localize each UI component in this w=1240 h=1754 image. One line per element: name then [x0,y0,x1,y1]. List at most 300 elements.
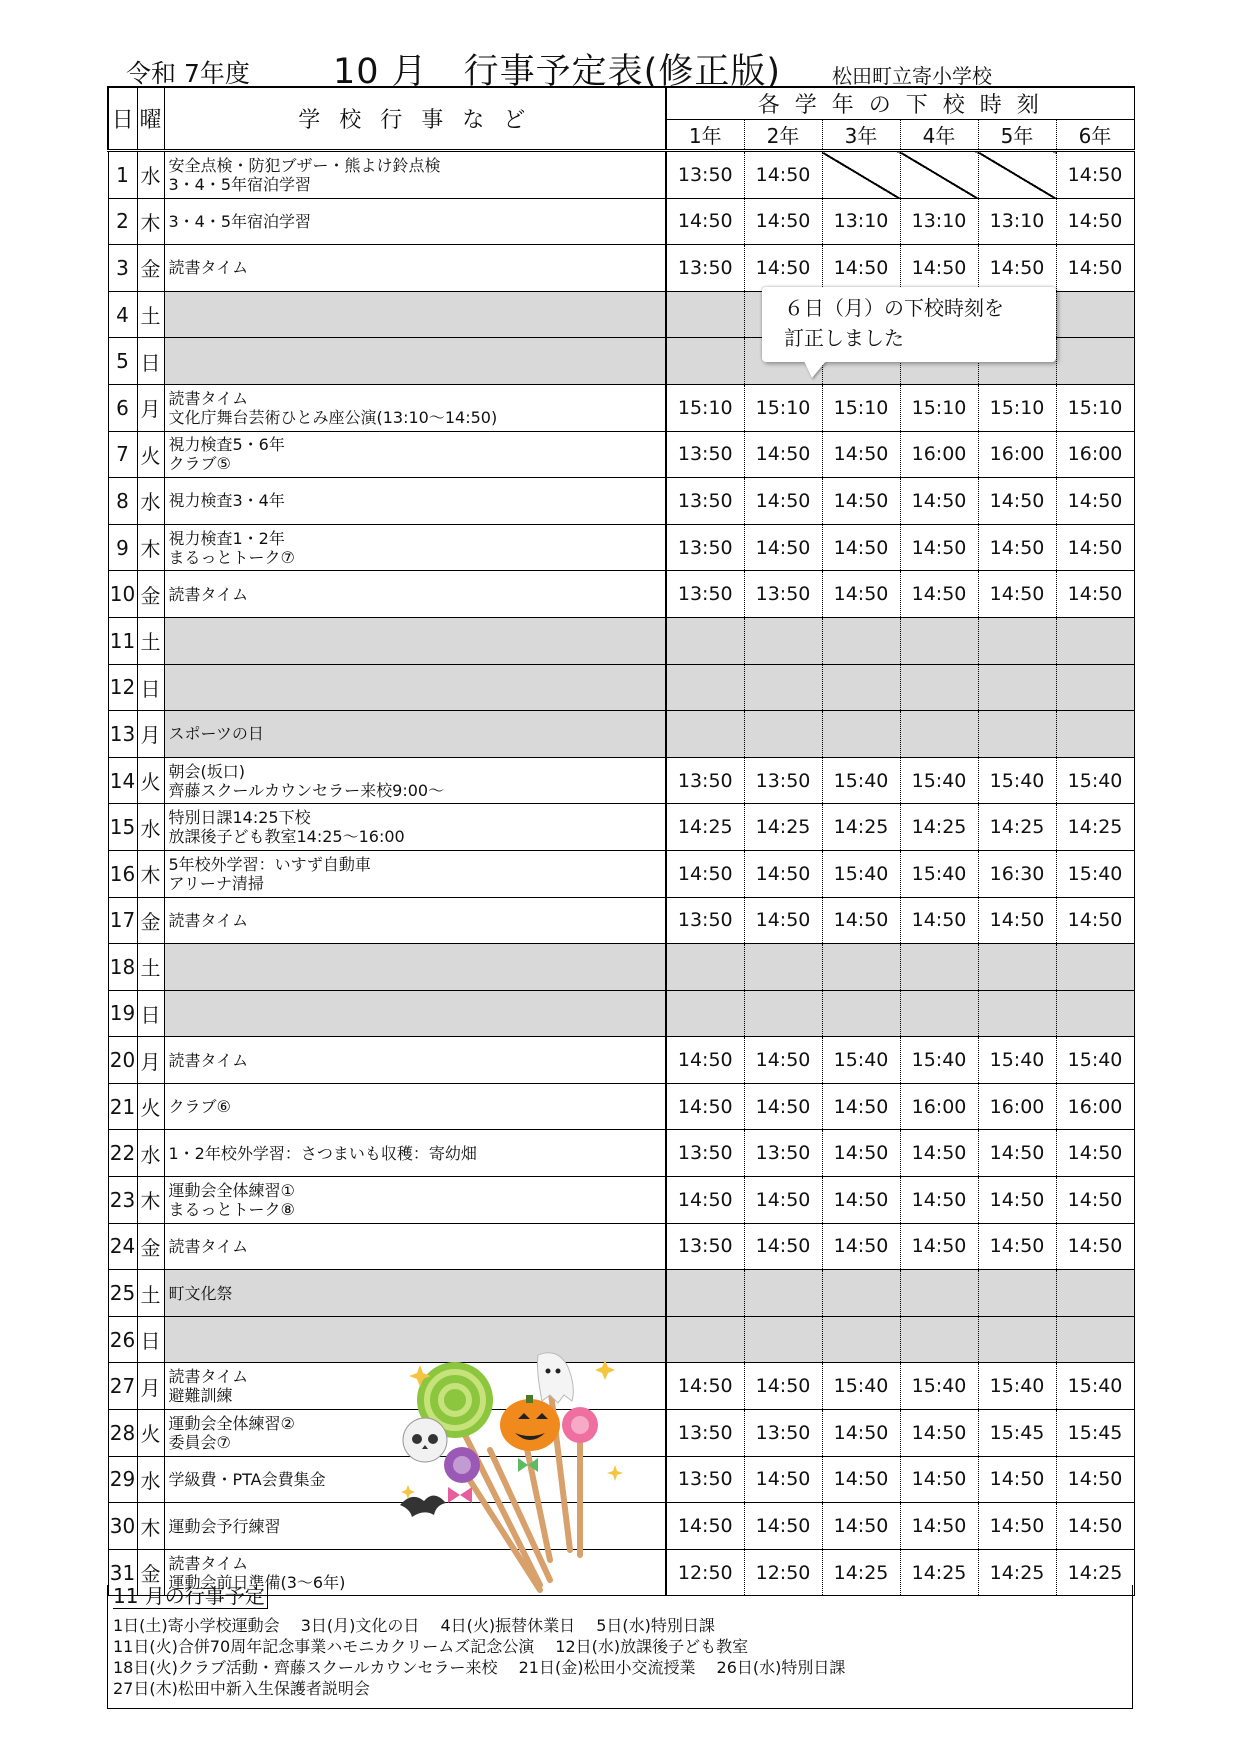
day-number: 26 [108,1316,137,1363]
dismissal-time [978,1270,1056,1317]
dismissal-time [744,944,822,991]
dismissal-time: 14:25 [900,804,978,851]
weekday: 木 [137,524,164,571]
dismissal-time [900,711,978,758]
event-cell [164,198,666,245]
dismissal-time: 14:50 [822,1410,900,1457]
dismissal-time: 14:50 [744,198,822,245]
dismissal-time: 14:50 [1056,1223,1134,1270]
dismissal-time [666,1270,744,1317]
dismissal-time: 14:50 [1056,1177,1134,1224]
day-number: 23 [108,1177,137,1224]
day-row [108,1083,1134,1130]
event-cell [164,897,666,944]
skull-candy [403,1418,447,1462]
dismissal-time: 16:00 [1056,1083,1134,1130]
dismissal-time: 15:40 [900,757,978,804]
dismissal-time: 14:50 [900,1503,978,1550]
event-line: 1・2年校外学習：さつまいも収穫：寄幼畑 [168,1143,477,1163]
dismissal-time [822,1270,900,1317]
dismissal-time [900,1270,978,1317]
dismissal-time: 14:50 [1056,897,1134,944]
dismissal-time: 14:50 [666,198,744,245]
dismissal-time [744,711,822,758]
day-number: 15 [108,804,137,851]
dismissal-time: 14:50 [744,151,822,199]
dismissal-time: 13:10 [900,198,978,245]
dismissal-time: 15:10 [822,384,900,431]
dismissal-time [666,944,744,991]
dismissal-time [666,1316,744,1363]
dismissal-time: 15:40 [822,1037,900,1084]
dismissal-time: 16:00 [900,431,978,478]
dismissal-time: 13:10 [822,198,900,245]
event-cell [164,524,666,571]
day-number: 28 [108,1410,137,1457]
ghost-candy [538,1353,574,1403]
day-number: 20 [108,1037,137,1084]
dismissal-time: 14:50 [1056,245,1134,292]
dismissal-time [1056,1316,1134,1363]
event-cell [164,291,666,338]
dismissal-time: 14:50 [978,571,1056,618]
dismissal-time [1056,338,1134,385]
event-cell [164,1083,666,1130]
day-number: 1 [108,151,137,199]
dismissal-time: 14:50 [1056,478,1134,525]
november-title: 11 月の行事予定 [113,1584,268,1609]
dismissal-time: 15:10 [666,384,744,431]
dismissal-time: 13:50 [666,1223,744,1270]
dismissal-time [822,711,900,758]
day-number: 18 [108,944,137,991]
dismissal-time: 14:50 [1056,1456,1134,1503]
day-number: 27 [108,1363,137,1410]
event-line: 視力検査3・4年 [168,491,285,511]
day-number: 25 [108,1270,137,1317]
day-row [108,804,1134,851]
event-line: 視力検査1・2年 [168,528,285,548]
day-row [108,245,1134,292]
event-line: 齊藤スクールカウンセラー来校9:00～ [168,780,445,800]
day-row [108,384,1134,431]
dismissal-time: 14:25 [822,804,900,851]
weekday: 月 [137,1363,164,1410]
dismissal-time [666,291,744,338]
day-number: 17 [108,897,137,944]
dismissal-time [744,1316,822,1363]
day-row [108,431,1134,478]
dismissal-time: 14:50 [822,1223,900,1270]
dismissal-time: 13:50 [666,1130,744,1177]
day-row [108,198,1134,245]
dismissal-time: 15:10 [744,384,822,431]
weekday: 金 [137,1549,164,1596]
event-line: 文化庁舞台芸術ひとみ座公演(13:10～14:50) [168,407,498,427]
event-line: 読書タイム [168,388,249,408]
day-number: 12 [108,664,137,711]
event-line: クラブ⑥ [168,1097,231,1117]
day-number: 9 [108,524,137,571]
col-header-weekday: 曜 [137,87,164,151]
dismissal-time: 14:50 [666,1083,744,1130]
dismissal-time: 14:50 [900,1410,978,1457]
dismissal-time [744,664,822,711]
event-line: 特別日課14:25下校 [168,808,311,828]
grade-header: 3年 [822,120,900,151]
dismissal-time [666,617,744,664]
dismissal-time: 13:50 [666,245,744,292]
day-row [108,664,1134,711]
day-number: 13 [108,711,137,758]
event-cell [164,990,666,1037]
event-cell [164,944,666,991]
dismissal-time: 14:50 [666,1037,744,1084]
callout-line-1: ６日（月）の下校時刻を [784,296,1004,320]
dismissal-time: 15:40 [1056,1037,1134,1084]
dismissal-time: 14:50 [822,431,900,478]
dismissal-time: 13:50 [666,431,744,478]
dismissal-time: 16:30 [978,850,1056,897]
weekday: 月 [137,711,164,758]
dismissal-time: 14:50 [978,1503,1056,1550]
event-line: まるっとトーク⑧ [168,1199,295,1219]
dismissal-time [744,990,822,1037]
dismissal-time: 14:50 [822,1130,900,1177]
dismissal-time: 15:40 [900,1363,978,1410]
dismissal-time [978,990,1056,1037]
dismissal-time: 14:50 [900,1223,978,1270]
grade-header: 6年 [1056,120,1134,151]
dismissal-time [978,664,1056,711]
dismissal-time: 14:50 [978,1456,1056,1503]
dismissal-time: 13:50 [666,151,744,199]
weekday: 日 [137,664,164,711]
weekday: 水 [137,1130,164,1177]
dismissal-time: 13:50 [666,1456,744,1503]
dismissal-time: 15:40 [1056,850,1134,897]
dismissal-time [900,944,978,991]
november-line: 27日(木)松田中新入生保護者説明会 [113,1679,370,1698]
event-line: 町文化祭 [168,1283,233,1303]
dismissal-time: 15:40 [978,1037,1056,1084]
event-cell [164,151,666,199]
weekday: 水 [137,804,164,851]
day-number: 6 [108,384,137,431]
event-line: クラブ⑤ [168,454,231,474]
day-row [108,1223,1134,1270]
weekday: 木 [137,1503,164,1550]
dismissal-time: 14:50 [822,1456,900,1503]
weekday: 火 [137,1083,164,1130]
day-number: 11 [108,617,137,664]
event-cell [164,1037,666,1084]
dismissal-time [1056,711,1134,758]
event-line: スポーツの日 [168,724,264,744]
event-cell [164,384,666,431]
event-cell [164,571,666,618]
day-number: 16 [108,850,137,897]
col-header-dismissal: 各 学 年 の 下 校 時 刻 [666,87,1134,120]
event-cell [164,804,666,851]
event-line: 3・4・5年宿泊学習 [168,174,312,194]
event-line: 読書タイム [168,1367,249,1387]
dismissal-time: 14:50 [744,850,822,897]
november-schedule [107,1585,1133,1709]
no-dismissal-slash [822,151,900,199]
weekday: 月 [137,384,164,431]
dismissal-time [978,944,1056,991]
dismissal-time: 14:50 [1056,151,1134,199]
dismissal-time: 14:25 [666,804,744,851]
event-cell [164,850,666,897]
day-row [108,897,1134,944]
halloween-candy-illustration [400,1345,640,1595]
weekday: 水 [137,478,164,525]
dismissal-time: 14:50 [744,1363,822,1410]
weekday: 火 [137,757,164,804]
weekday: 木 [137,850,164,897]
dismissal-time: 14:50 [900,897,978,944]
dismissal-time: 14:50 [744,1223,822,1270]
dismissal-time [666,990,744,1037]
dismissal-time: 13:50 [666,1410,744,1457]
event-cell [164,617,666,664]
dismissal-time [666,664,744,711]
day-number: 29 [108,1456,137,1503]
dismissal-time: 14:50 [978,478,1056,525]
col-header-day: 日 [108,87,137,151]
dismissal-time: 15:10 [978,384,1056,431]
dismissal-time [1056,990,1134,1037]
dismissal-time: 14:50 [978,245,1056,292]
page-title: 10 月 行事予定表(修正版) [333,52,781,92]
day-number: 22 [108,1130,137,1177]
dismissal-time: 14:50 [978,1177,1056,1224]
dismissal-time: 14:50 [900,1456,978,1503]
dismissal-time: 14:50 [744,245,822,292]
dismissal-time [666,711,744,758]
day-number: 24 [108,1223,137,1270]
day-row [108,1037,1134,1084]
no-dismissal-slash [900,151,978,199]
dismissal-time: 14:50 [900,245,978,292]
weekday: 水 [137,1456,164,1503]
dismissal-time: 14:50 [978,897,1056,944]
dismissal-time: 15:45 [1056,1410,1134,1457]
weekday: 金 [137,897,164,944]
day-row [108,850,1134,897]
dismissal-time: 14:25 [978,804,1056,851]
dismissal-time: 13:50 [744,571,822,618]
dismissal-time: 14:50 [1056,1503,1134,1550]
dismissal-time: 15:10 [1056,384,1134,431]
dismissal-time: 14:50 [744,524,822,571]
dismissal-time [1056,944,1134,991]
dismissal-time: 14:50 [1056,524,1134,571]
weekday: 日 [137,338,164,385]
dismissal-time: 15:45 [978,1410,1056,1457]
weekday: 水 [137,151,164,199]
col-header-events: 学 校 行 事 な ど [164,87,666,151]
dismissal-time: 14:50 [666,850,744,897]
event-cell [164,245,666,292]
dismissal-time: 12:50 [744,1549,822,1596]
weekday: 金 [137,571,164,618]
grade-header: 2年 [744,120,822,151]
day-row [108,711,1134,758]
dismissal-time: 14:25 [900,1549,978,1596]
dismissal-time: 15:10 [900,384,978,431]
weekday: 金 [137,1223,164,1270]
dismissal-time: 14:50 [1056,571,1134,618]
dismissal-time: 13:50 [744,1130,822,1177]
event-line: 避難訓練 [168,1386,233,1406]
event-line: 読書タイム [168,1236,249,1256]
no-dismissal-slash [978,151,1056,199]
dismissal-time [978,711,1056,758]
dismissal-time: 14:25 [822,1549,900,1596]
weekday: 金 [137,245,164,292]
dismissal-time [744,1270,822,1317]
dismissal-time [1056,291,1134,338]
weekday: 日 [137,1316,164,1363]
event-cell [164,1223,666,1270]
day-row [108,524,1134,571]
day-row [108,617,1134,664]
day-row [108,151,1134,199]
dismissal-time: 16:00 [978,431,1056,478]
event-line: 5年校外学習：いすず自動車 [168,854,371,874]
weekday: 土 [137,944,164,991]
day-number: 7 [108,431,137,478]
day-number: 3 [108,245,137,292]
dismissal-time: 14:25 [744,804,822,851]
dismissal-time [822,944,900,991]
dismissal-time: 14:50 [900,1177,978,1224]
day-row [108,757,1134,804]
dismissal-time: 14:50 [822,524,900,571]
day-number: 31 [108,1549,137,1596]
dismissal-time: 14:50 [978,1223,1056,1270]
event-cell [164,711,666,758]
dismissal-time: 14:50 [744,1456,822,1503]
dismissal-time: 16:00 [900,1083,978,1130]
dismissal-time: 14:50 [900,478,978,525]
dismissal-time: 14:50 [900,1130,978,1177]
dismissal-time: 14:25 [1056,1549,1134,1596]
event-line: 運動会前日準備(3～6年) [168,1572,346,1592]
november-line: 18日(火)クラブ活動・齊藤スクールカウンセラー来校 21日(金)松田小交流授業 26日(水)特別日課 [113,1658,846,1677]
dismissal-time: 14:50 [822,571,900,618]
event-line: 読書タイム [168,258,249,278]
dismissal-time: 14:50 [744,1177,822,1224]
pink-lollipop [562,1407,598,1443]
dismissal-time [900,990,978,1037]
event-line: 読書タイム [168,1553,249,1573]
day-number: 14 [108,757,137,804]
dismissal-time [822,1316,900,1363]
dismissal-time: 13:10 [978,198,1056,245]
callout-line-2: 訂正しました [784,326,904,350]
dismissal-time: 15:40 [1056,757,1134,804]
day-row [108,478,1134,525]
dismissal-time: 14:50 [822,1177,900,1224]
event-line: 運動会全体練習② [168,1413,295,1433]
bat-candy [400,1495,446,1517]
day-number: 5 [108,338,137,385]
dismissal-time: 15:40 [900,850,978,897]
fiscal-year: 令和 7年度 [126,59,250,88]
event-line: まるっとトーク⑦ [168,547,295,567]
dismissal-time: 13:50 [666,757,744,804]
event-line: 視力検査5・6年 [168,435,285,455]
dismissal-time: 13:50 [666,478,744,525]
grade-header: 1年 [666,120,744,151]
dismissal-time: 15:40 [822,757,900,804]
day-number: 10 [108,571,137,618]
event-cell [164,338,666,385]
day-number: 21 [108,1083,137,1130]
dismissal-time: 14:50 [744,1503,822,1550]
day-number: 19 [108,990,137,1037]
event-line: 委員会⑦ [168,1432,231,1452]
dismissal-time: 13:50 [666,524,744,571]
weekday: 火 [137,431,164,478]
dismissal-time: 14:50 [744,1083,822,1130]
day-number: 30 [108,1503,137,1550]
event-line: 学級費・PTA会費集金 [168,1469,326,1489]
dismissal-time [900,1316,978,1363]
dismissal-time: 14:50 [822,245,900,292]
event-line: 読書タイム [168,1050,249,1070]
dismissal-time: 15:40 [822,850,900,897]
dismissal-time [822,617,900,664]
dismissal-time: 13:50 [666,571,744,618]
dismissal-time [978,617,1056,664]
dismissal-time: 14:50 [1056,198,1134,245]
weekday: 土 [137,617,164,664]
dismissal-time [1056,1270,1134,1317]
dismissal-time: 14:50 [978,1130,1056,1177]
event-line: 安全点検・防犯ブザー・熊よけ鈴点検 [168,155,441,175]
day-row [108,571,1134,618]
dismissal-time [822,990,900,1037]
event-line: 運動会全体練習① [168,1180,295,1200]
dismissal-time [744,617,822,664]
dismissal-time [1056,617,1134,664]
dismissal-time: 15:40 [900,1037,978,1084]
dismissal-time [822,664,900,711]
event-cell [164,478,666,525]
dismissal-time: 12:50 [666,1549,744,1596]
grade-header: 5年 [978,120,1056,151]
dismissal-time: 14:50 [978,524,1056,571]
dismissal-time: 13:50 [744,757,822,804]
event-line: アリーナ清掃 [168,873,264,893]
weekday: 木 [137,1177,164,1224]
event-cell [164,431,666,478]
weekday: 月 [137,1037,164,1084]
day-row [108,1177,1134,1224]
purple-lollipop [444,1447,480,1483]
day-row [108,944,1134,991]
day-number: 8 [108,478,137,525]
dismissal-time: 14:50 [744,431,822,478]
dismissal-time [1056,664,1134,711]
day-number: 2 [108,198,137,245]
school-name: 松田町立寄小学校 [832,64,992,88]
